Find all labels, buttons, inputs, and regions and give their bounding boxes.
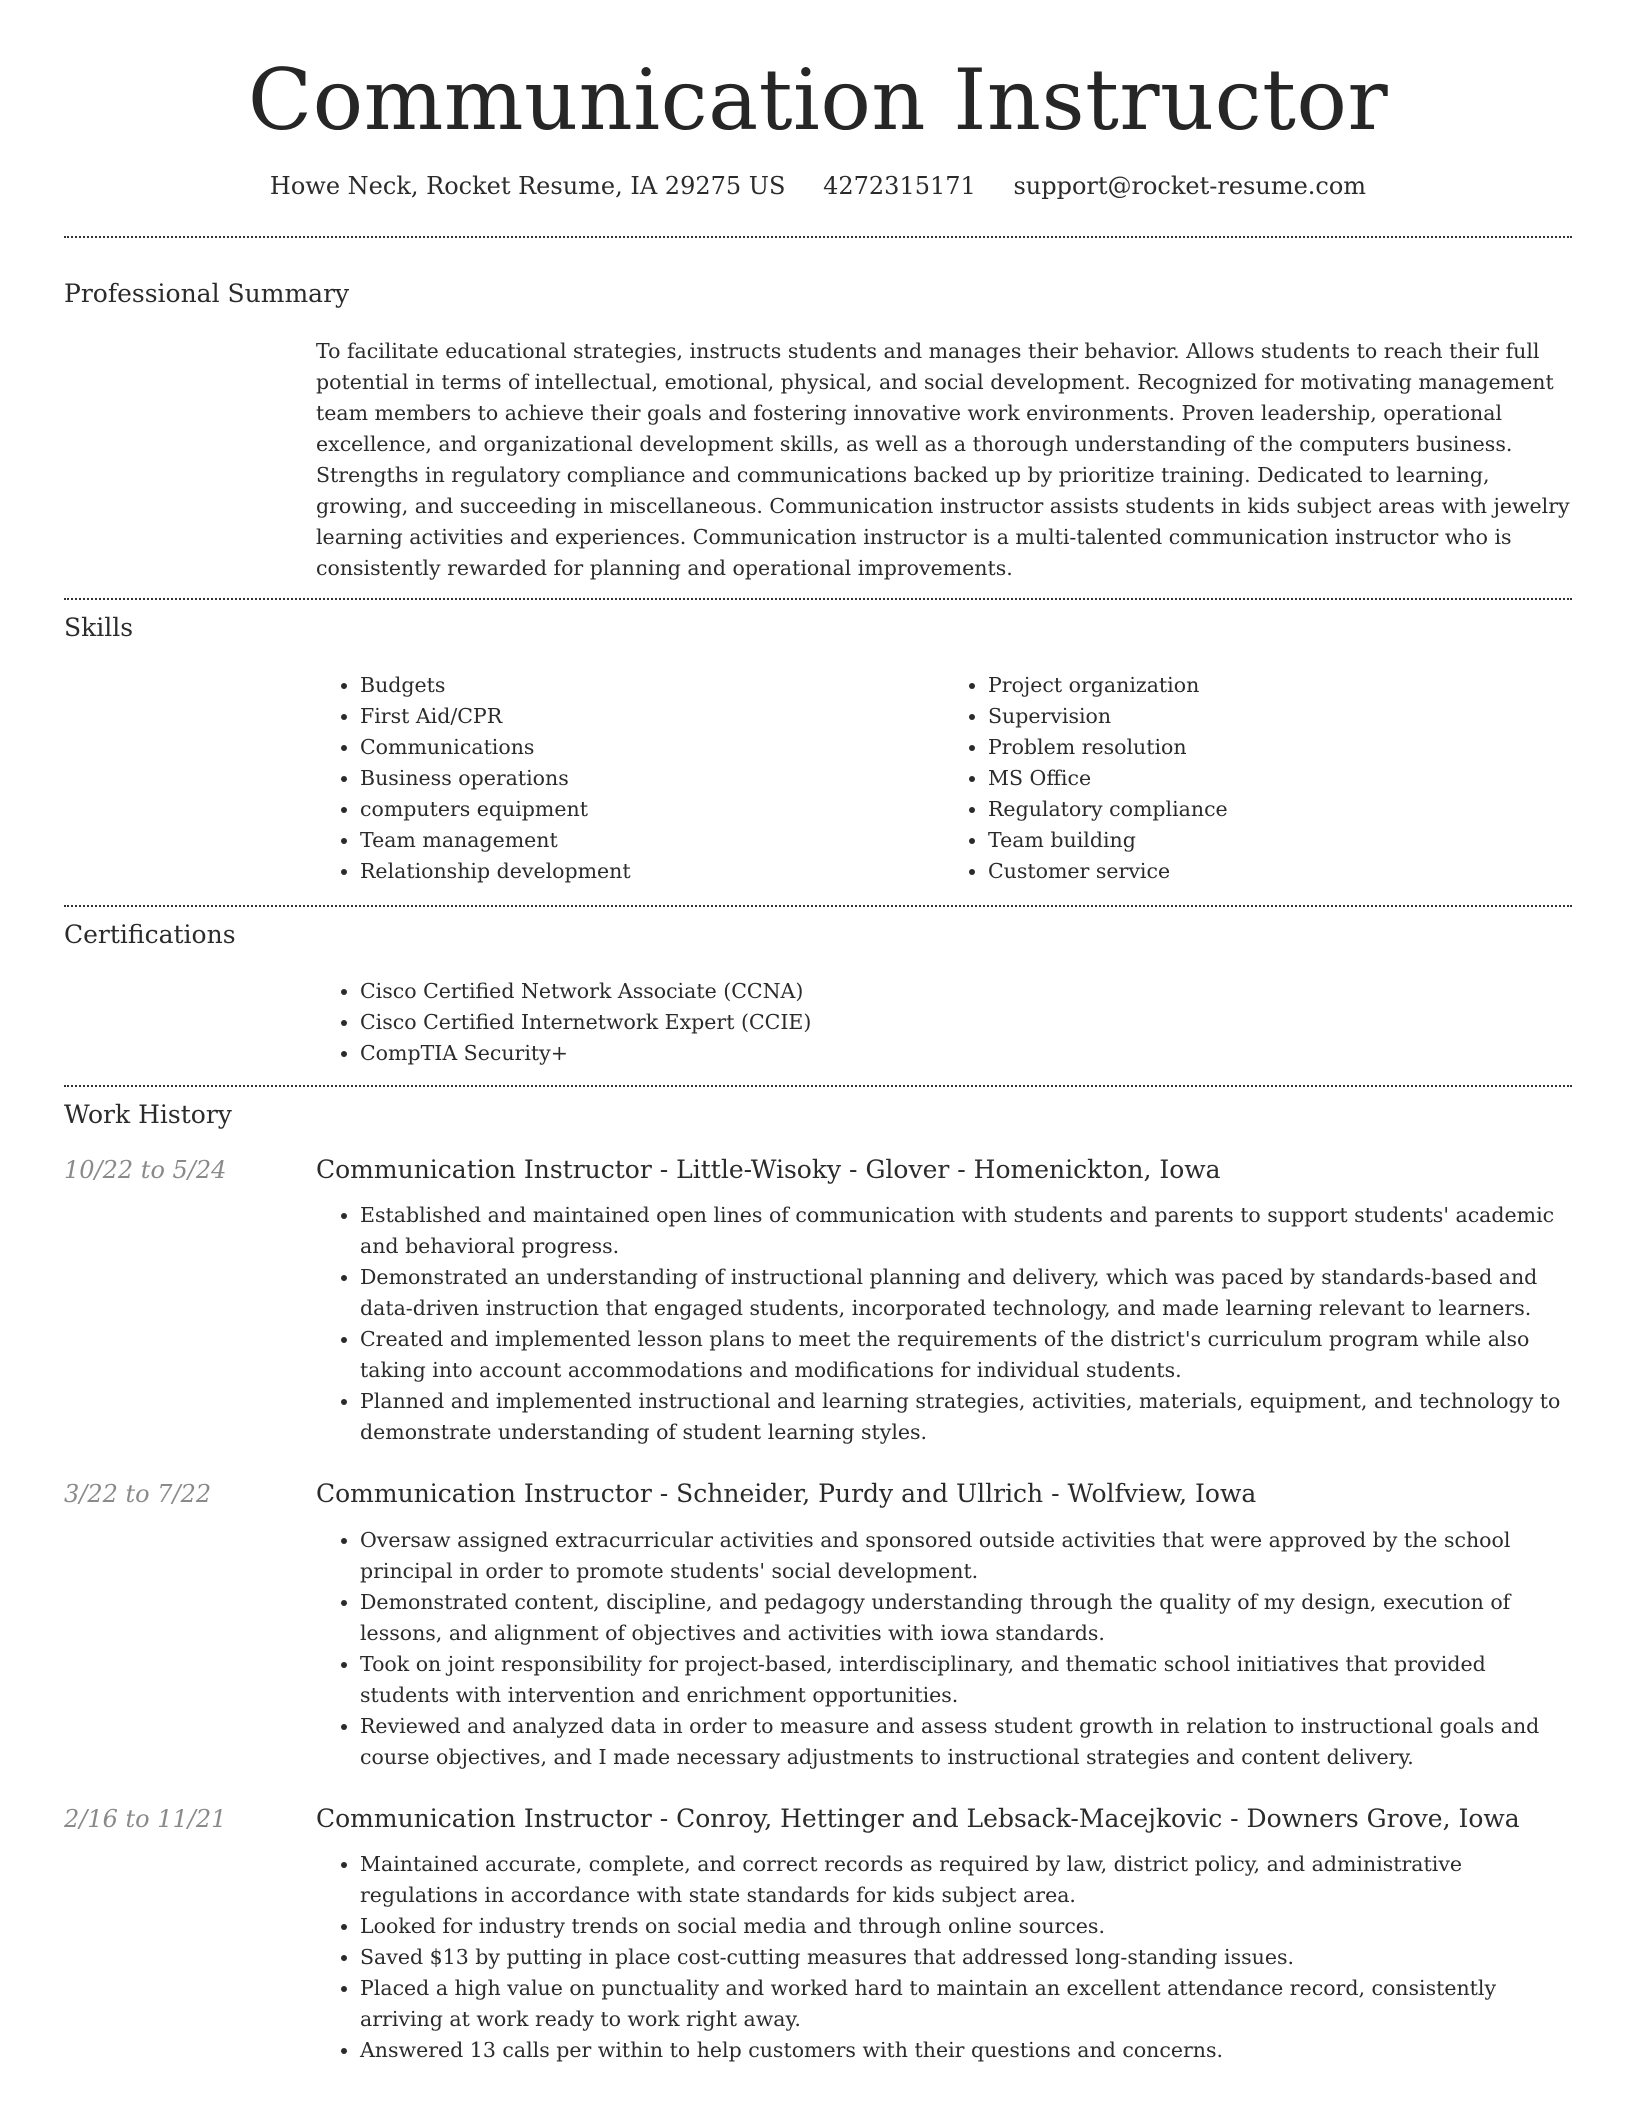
skill-item: • Communications [360,732,944,763]
skill-item: • Supervision [988,701,1572,732]
skill-item: • Team management [360,825,944,856]
job-bullets [316,1849,1572,2066]
job-entry [64,1803,1572,2067]
summary-text: To facilitate educational strategies, instructs students and manages their behavior. Allows students to reach their full potential in terms of intellectual, emotional, physical, and social development. Recognized for motivating management team members to achieve their goals and fostering innovative work environments. Proven leadership, operational excellence, and organizational development skills, as well as a thorough understanding of the computers business. Strengths in regulatory compliance and communications backed up by prioritize training. Dedicated to learning, growing, and succeeding in miscellaneous. Communication instructor assists students in kids subject areas with jewelry learning activities and experiences. Communication instructor is a multi-talented communication instructor who is consistently rewarded for planning and operational improvements. [316,339,1570,581]
job-bullet: • Looked for industry trends on social media and through online sources. [360,1911,1572,1942]
contact-address: Howe Neck, Rocket Resume, IA 29275 US [269,171,786,200]
work-history-section [64,1087,1572,2066]
skill-item: • Business operations [360,763,944,794]
contact-phone: 4272315171 [823,171,976,200]
job-bullets [316,1200,1572,1448]
job-bullet: • Answered 13 calls per within to help customers with their questions and concerns. [360,2035,1572,2066]
skill-item: • MS Office [988,763,1572,794]
contact-email: support@rocket-resume.com [1013,171,1367,200]
job-bullet: • Oversaw assigned extracurricular activities and sponsored outside activities that were approved by the school principal in order to promote students' social development. [360,1525,1572,1587]
certification-item: • Cisco Certified Internetwork Expert (CCIE) [360,1007,1572,1038]
certifications-section [64,907,1572,1086]
job-bullet: • Established and maintained open lines of communication with students and parents to support students' academic and behavioral progress. [360,1200,1572,1262]
contact-line [64,171,1572,202]
skills-grid [316,670,1572,887]
job-title: Communication Instructor - Little-Wisoky - Glover - Homenickton, Iowa [316,1154,1221,1184]
work-history-title: Work History [64,1100,232,1130]
certification-item: • CompTIA Security+ [360,1038,1572,1069]
job-entry [64,1154,1572,1449]
job-bullet: • Created and implemented lesson plans to meet the requirements of the district's curriculum program while also taking into account accommodations and modifications for individual students. [360,1324,1572,1386]
certifications-title: Certifications [64,919,236,949]
job-bullet: • Planned and implemented instructional and learning strategies, activities, materials, equipment, and technology to demonstrate understanding of student learning styles. [360,1386,1572,1448]
job-bullet: • Took on joint responsibility for project-based, interdisciplinary, and thematic school initiatives that provided students with intervention and enrichment opportunities. [360,1649,1572,1711]
skill-item: • Team building [988,825,1572,856]
skill-item: • Regulatory compliance [988,794,1572,825]
skills-list-left [316,670,944,887]
job-bullet: • Maintained accurate, complete, and correct records as required by law, district policy, and administrative regulations in accordance with state standards for kids subject area. [360,1849,1572,1911]
job-bullet: • Saved $13 by putting in place cost-cutting measures that addressed long-standing issues. [360,1942,1572,1973]
resume-name: Communication Instructor [247,51,1389,149]
job-bullet: • Placed a high value on punctuality and worked hard to maintain an excellent attendance record, consistently arriving at work ready to work right away. [360,1973,1572,2035]
skill-item: • Project organization [988,670,1572,701]
summary-section [64,238,1572,599]
skills-title: Skills [64,613,134,643]
certification-item: • Cisco Certified Network Associate (CCNA) [360,976,1572,1007]
certifications-list [316,976,1572,1069]
job-dates: 10/22 to 5/24 [64,1155,227,1184]
job-title: Communication Instructor - Conroy, Hettinger and Lebsack-Macejkovic - Downers Grove, Iowa [316,1803,1520,1833]
skill-item: • Relationship development [360,856,944,887]
resume-page [64,0,1572,2066]
skills-list-right [944,670,1572,887]
skill-item: • Budgets [360,670,944,701]
job-bullet: • Demonstrated content, discipline, and pedagogy understanding through the quality of my design, execution of lessons, and alignment of objectives and activities with iowa standards. [360,1587,1572,1649]
job-dates: 3/22 to 7/22 [64,1480,212,1509]
job-bullet: • Demonstrated an understanding of instructional planning and delivery, which was paced by standards-based and data-driven instruction that engaged students, incorporated technology, and made learning relevant to learners. [360,1262,1572,1324]
skill-item: • computers equipment [360,794,944,825]
skill-item: • Problem resolution [988,732,1572,763]
job-entry [64,1478,1572,1773]
skill-item: • Customer service [988,856,1572,887]
skills-section [64,600,1572,905]
job-bullet: • Reviewed and analyzed data in order to measure and assess student growth in relation to instructional goals and course objectives, and I made necessary adjustments to instructional strategies and content delivery. [360,1711,1572,1773]
summary-title: Professional Summary [64,278,350,308]
job-title: Communication Instructor - Schneider, Purdy and Ullrich - Wolfview, Iowa [316,1479,1257,1509]
job-dates: 2/16 to 11/21 [64,1804,227,1833]
job-bullets [316,1525,1572,1773]
skill-item: • First Aid/CPR [360,701,944,732]
